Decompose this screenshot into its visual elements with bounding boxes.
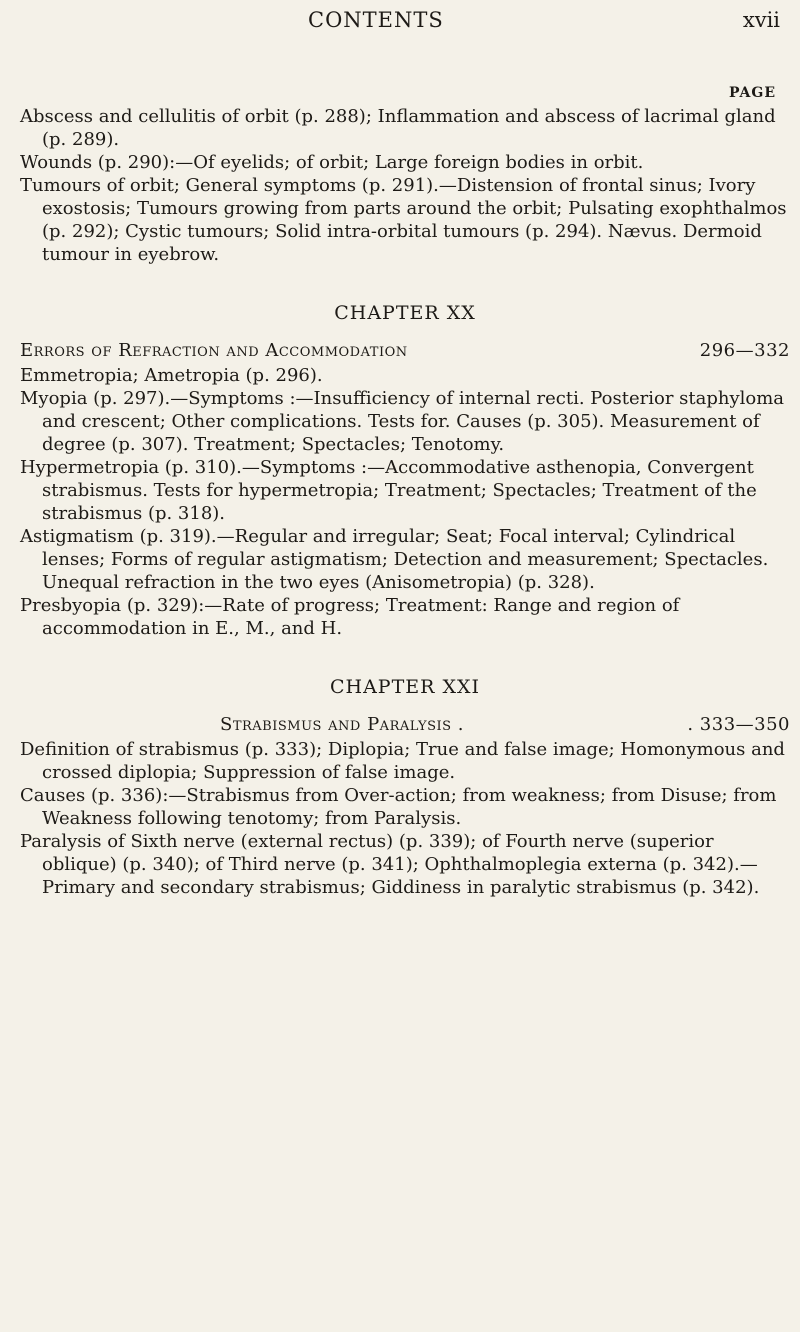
chapter-page-range: 296—332	[699, 340, 790, 361]
chapter-heading: CHAPTER XX	[334, 302, 476, 324]
chapter-title: Strabismus and Paralysis .	[220, 714, 465, 735]
contents-entry: Astigmatism (p. 319).—Regular and irregular; Seat; Focal interval; Cylindrical lenses; Forms of regular astigmatism; Detection and measurement; Spectacles. Unequal refraction in the two eyes (Anisometropia) (p. 328).	[20, 526, 769, 593]
contents-entry: Emmetropia; Ametropia (p. 296).	[20, 365, 323, 386]
contents-body	[20, 105, 790, 899]
chapter-heading: CHAPTER XXI	[329, 676, 481, 698]
page-column-label: PAGE	[729, 85, 776, 101]
contents-entry: Wounds (p. 290):—Of eyelids; of orbit; Large foreign bodies in orbit.	[20, 152, 644, 173]
chapter-title: Errors of Refraction and Accommodation	[20, 340, 408, 361]
running-head	[0, 8, 800, 38]
contents-entry: Abscess and cellulitis of orbit (p. 288); Inflammation and abscess of lacrimal gland (p. 289).	[20, 106, 776, 150]
running-title: CONTENTS	[308, 8, 444, 32]
contents-entry: Definition of strabismus (p. 333); Diplopia; True and false image; Homonymous and crossed diplopia; Suppression of false image.	[20, 739, 785, 783]
contents-entry: Tumours of orbit; General symptoms (p. 291).—Distension of frontal sinus; Ivory exostosis; Tumours growing from parts around the orbit; Pulsating exophthalmos (p. 292); Cystic tumours; Solid intra-orbital tumours (p. 294). Nævus. Dermoid tumour in eyebrow.	[20, 175, 787, 265]
contents-entry: Myopia (p. 297).—Symptoms :—Insufficiency of internal recti. Posterior staphyloma and crescent; Other complications. Tests for. Causes (p. 305). Measurement of degree (p. 307). Treatment; Spectacles; Tenotomy.	[20, 388, 785, 455]
contents-entry: Presbyopia (p. 329):—Rate of progress; Treatment: Range and region of accommodation in E., M., and H.	[20, 595, 680, 639]
contents-entry: Hypermetropia (p. 310).—Symptoms :—Accommodative asthenopia, Convergent strabismus. Tests for hypermetropia; Treatment; Spectacles; Treatment of the strabismus (p. 318).	[20, 457, 757, 524]
page-number: xvii	[742, 8, 780, 32]
chapter-title-row	[20, 713, 790, 736]
contents-entry: Paralysis of Sixth nerve (external rectus) (p. 339); of Fourth nerve (superior oblique) (p. 340); of Third nerve (p. 341); Ophthalmoplegia externa (p. 342).—Primary and secondary strabismus; Giddiness in paralytic strabismus (p. 342).	[20, 831, 760, 898]
contents-entry: Causes (p. 336):—Strabismus from Over-action; from weakness; from Disuse; from Weakness following tenotomy; from Paralysis.	[20, 785, 777, 829]
chapter-title-row	[20, 339, 790, 362]
chapter-page-range: . 333—350	[687, 714, 790, 735]
